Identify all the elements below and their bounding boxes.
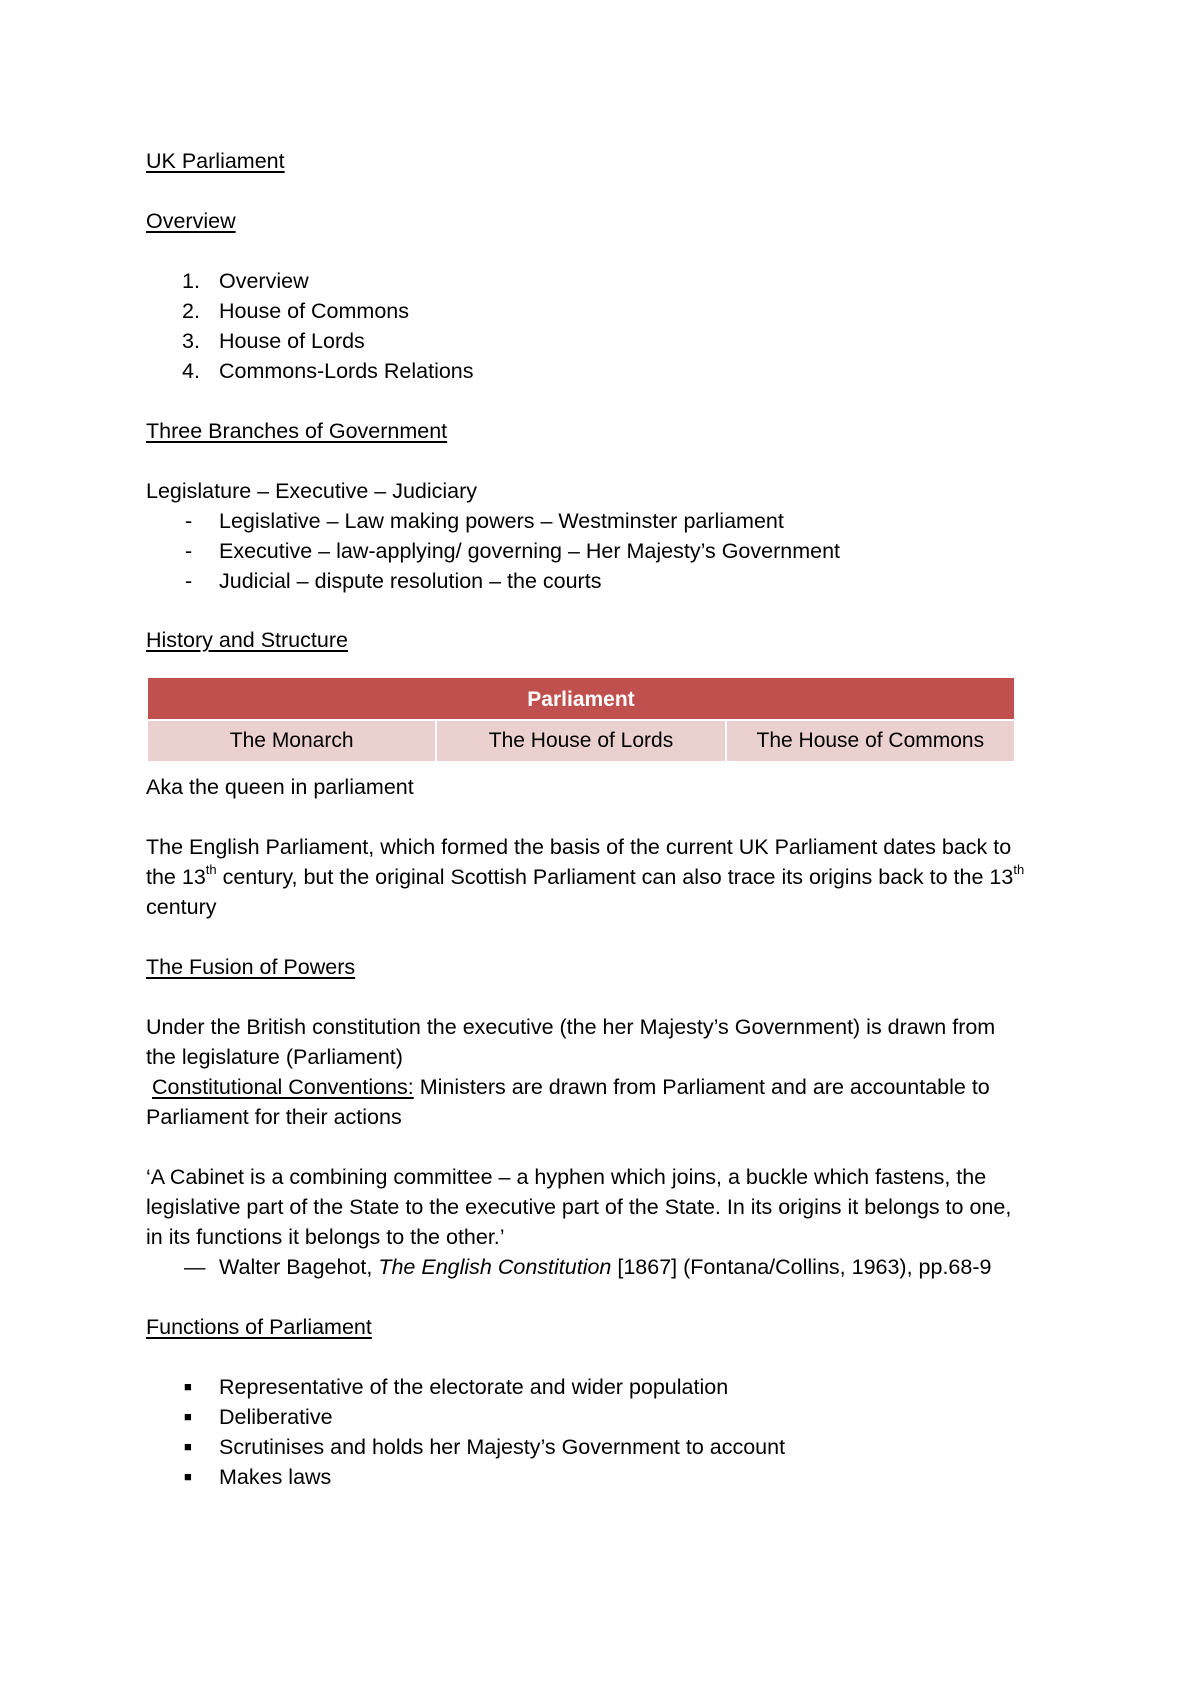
list-item: Overview: [219, 269, 309, 293]
fusion-heading: The Fusion of Powers: [146, 955, 356, 979]
superscript: th: [1013, 861, 1025, 877]
branches-heading: Three Branches of Government: [146, 419, 448, 443]
list-item: House of Lords: [219, 329, 365, 353]
branches-summary: Legislature – Executive – Judiciary: [146, 479, 478, 503]
list-item: Deliberative: [219, 1405, 333, 1429]
square-bullet-icon: ■: [184, 1379, 192, 1394]
list-item: Representative of the electorate and wider population: [219, 1375, 729, 1399]
functions-heading: Functions of Parliament: [146, 1315, 372, 1339]
conventions-label: Constitutional Conventions:: [152, 1075, 414, 1099]
quote-attribution: [219, 1252, 991, 1282]
dash-bullet: -: [185, 569, 193, 593]
document-title: UK Parliament: [146, 149, 285, 173]
list-number: 1.: [182, 269, 200, 293]
table-row: [148, 721, 1014, 761]
list-number: 4.: [182, 359, 200, 383]
quote-line: in its functions it belongs to the other.’: [146, 1225, 505, 1249]
square-bullet-icon: ■: [184, 1439, 192, 1454]
list-item: Scrutinises and holds her Majesty’s Government to account: [219, 1435, 786, 1459]
attribution-book: The English Constitution: [378, 1255, 612, 1279]
quote-line: ‘A Cabinet is a combining committee – a hyphen which joins, a buckle which fastens, the: [146, 1165, 987, 1189]
list-number: 2.: [182, 299, 200, 323]
list-item: Legislative – Law making powers – Westminster parliament: [219, 509, 784, 533]
fusion-paragraph-line: the legislature (Parliament): [146, 1045, 403, 1069]
history-paragraph-line: century: [146, 895, 217, 919]
conventions-line: [152, 1072, 990, 1102]
history-text: the 13: [146, 865, 206, 889]
overview-heading: Overview: [146, 209, 236, 233]
table-cell-monarch: The Monarch: [148, 721, 437, 761]
history-text: century, but the original Scottish Parliament can also trace its origins back to the 13: [216, 865, 1014, 889]
parliament-table: [148, 681, 1014, 761]
list-item: Executive – law-applying/ governing – Her Majesty’s Government: [219, 539, 841, 563]
conventions-text: Ministers are drawn from Parliament and are accountable to: [413, 1075, 990, 1099]
list-item: Commons-Lords Relations: [219, 359, 474, 383]
attribution-dash: —: [184, 1255, 206, 1279]
conventions-line: Parliament for their actions: [146, 1105, 402, 1129]
list-item: House of Commons: [219, 299, 409, 323]
list-item: Makes laws: [219, 1465, 332, 1489]
fusion-paragraph-line: Under the British constitution the executive (the her Majesty’s Government) is drawn from: [146, 1015, 996, 1039]
square-bullet-icon: ■: [184, 1469, 192, 1484]
superscript: th: [205, 861, 217, 877]
dash-bullet: -: [185, 539, 193, 563]
attribution-author: Walter Bagehot,: [219, 1255, 379, 1279]
table-header: Parliament: [148, 681, 1014, 721]
table-cell-lords: The House of Lords: [437, 721, 726, 761]
history-paragraph-line: The English Parliament, which formed the basis of the current UK Parliament dates back to: [146, 835, 1012, 859]
history-heading: History and Structure: [146, 628, 348, 652]
dash-bullet: -: [185, 509, 193, 533]
list-item: Judicial – dispute resolution – the courts: [219, 569, 602, 593]
history-paragraph-line: [146, 862, 1024, 892]
list-number: 3.: [182, 329, 200, 353]
aka-text: Aka the queen in parliament: [146, 775, 414, 799]
attribution-details: [1867] (Fontana/Collins, 1963), pp.68-9: [611, 1255, 992, 1279]
quote-line: legislative part of the State to the executive part of the State. In its origins it belongs to one,: [146, 1195, 1012, 1219]
square-bullet-icon: ■: [184, 1409, 192, 1424]
table-cell-commons: The House of Commons: [727, 721, 1014, 761]
